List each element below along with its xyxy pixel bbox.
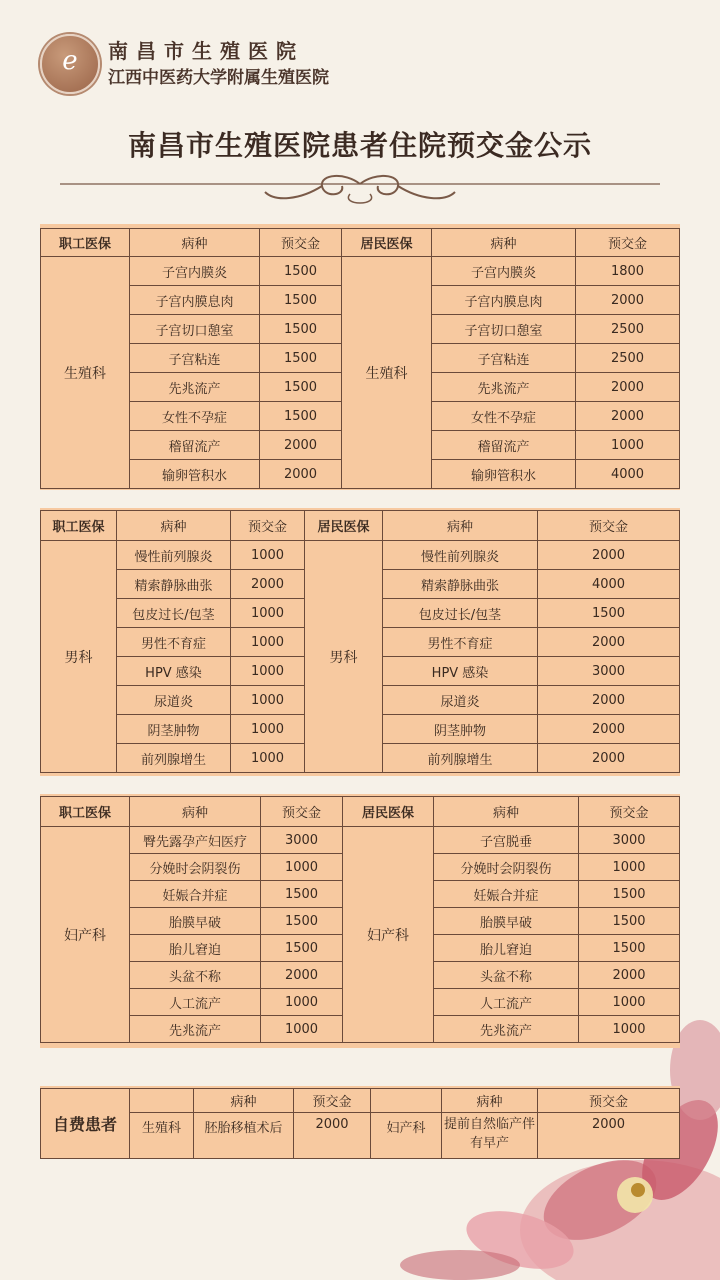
disease-cell: 女性不孕症: [130, 402, 260, 431]
dept-cell: 生殖科: [342, 257, 432, 489]
page-title: 南昌市生殖医院患者住院预交金公示: [127, 129, 592, 162]
header-blank: [371, 1089, 442, 1113]
disease-cell: 头盆不称: [130, 962, 261, 989]
hospital-subtitle: 江西中医药大学附属生殖医院: [108, 68, 329, 88]
disease-cell: 先兆流产: [130, 373, 260, 402]
amount-cell: 2000: [538, 628, 680, 657]
header-deposit: 预交金: [261, 797, 343, 827]
disease-cell: 子宫内膜炎: [130, 257, 260, 286]
header-disease: 病种: [194, 1089, 294, 1113]
amount-cell: 1000: [261, 854, 343, 881]
amount-cell: 2000: [294, 1113, 371, 1159]
amount-cell: 2000: [576, 373, 680, 402]
disease-cell: 子宫内膜炎: [432, 257, 576, 286]
disease-cell: 男性不育症: [117, 628, 231, 657]
disease-cell: 子宫切口憩室: [130, 315, 260, 344]
disease-cell: 女性不孕症: [432, 402, 576, 431]
dept-cell: 男科: [41, 541, 117, 773]
dept-cell: 生殖科: [41, 257, 130, 489]
disease-cell: 先兆流产: [130, 1016, 261, 1043]
hospital-logo: e: [40, 34, 100, 94]
amount-cell: 1000: [231, 715, 305, 744]
amount-cell: 1500: [261, 881, 343, 908]
amount-cell: 1500: [260, 402, 342, 431]
header-disease: 病种: [383, 511, 538, 541]
table-reproductive: [40, 228, 680, 489]
disease-cell: 子宫内膜息肉: [130, 286, 260, 315]
amount-cell: 1000: [261, 1016, 343, 1043]
disease-cell: 子宫内膜息肉: [432, 286, 576, 315]
disease-cell: 子宫切口憩室: [432, 315, 576, 344]
disease-cell: 慢性前列腺炎: [117, 541, 231, 570]
header-disease: 病种: [117, 511, 231, 541]
amount-cell: 2000: [576, 286, 680, 315]
header-disease: 病种: [442, 1089, 538, 1113]
disease-cell: 输卵管积水: [130, 460, 260, 489]
amount-cell: 4000: [576, 460, 680, 489]
header-deposit: 预交金: [579, 797, 680, 827]
amount-cell: 2000: [538, 686, 680, 715]
amount-cell: 2000: [576, 402, 680, 431]
header-resident-insurance: 居民医保: [343, 797, 434, 827]
disease-cell: 稽留流产: [432, 431, 576, 460]
amount-cell: 1500: [261, 935, 343, 962]
amount-cell: 1500: [260, 286, 342, 315]
disease-cell: 包皮过长/包茎: [383, 599, 538, 628]
header-resident-insurance: 居民医保: [305, 511, 383, 541]
amount-cell: 1000: [579, 1016, 680, 1043]
amount-cell: 4000: [538, 570, 680, 599]
amount-cell: 1000: [231, 599, 305, 628]
amount-cell: 2000: [231, 570, 305, 599]
dept-cell: 妇产科: [343, 827, 434, 1043]
amount-cell: 2000: [538, 744, 680, 773]
disease-cell: 妊娠合并症: [434, 881, 579, 908]
self-pay-label: 自费患者: [41, 1089, 130, 1159]
header-deposit: 预交金: [260, 229, 342, 257]
header-deposit: 预交金: [576, 229, 680, 257]
amount-cell: 1000: [579, 989, 680, 1016]
disease-cell: 包皮过长/包茎: [117, 599, 231, 628]
disease-cell: 先兆流产: [434, 1016, 579, 1043]
dept-cell: 生殖科: [130, 1113, 194, 1159]
disease-cell: 精索静脉曲张: [383, 570, 538, 599]
hospital-name: 南昌市生殖医院: [108, 39, 304, 63]
disease-cell: 尿道炎: [383, 686, 538, 715]
header-deposit: 预交金: [294, 1089, 371, 1113]
amount-cell: 2500: [576, 315, 680, 344]
header-disease: 病种: [434, 797, 579, 827]
amount-cell: 1500: [538, 599, 680, 628]
header-disease: 病种: [130, 797, 261, 827]
header-deposit: 预交金: [231, 511, 305, 541]
disease-cell: 分娩时会阴裂伤: [130, 854, 261, 881]
amount-cell: 2000: [579, 962, 680, 989]
amount-cell: 1000: [231, 657, 305, 686]
disease-cell: 子宫粘连: [432, 344, 576, 373]
disease-cell: 前列腺增生: [117, 744, 231, 773]
table-obstetrics: [40, 796, 680, 1043]
amount-cell: 1500: [579, 908, 680, 935]
disease-cell: 分娩时会阴裂伤: [434, 854, 579, 881]
disease-cell: 人工流产: [130, 989, 261, 1016]
dept-cell: 男科: [305, 541, 383, 773]
dept-cell: 妇产科: [371, 1113, 442, 1159]
header-disease: 病种: [130, 229, 260, 257]
disease-cell: HPV 感染: [383, 657, 538, 686]
disease-cell: 前列腺增生: [383, 744, 538, 773]
disease-cell: 臀先露孕产妇医疗: [130, 827, 261, 854]
amount-cell: 1500: [579, 935, 680, 962]
amount-cell: 1800: [576, 257, 680, 286]
header-deposit: 预交金: [538, 511, 680, 541]
amount-cell: 2000: [260, 460, 342, 489]
disease-cell: 提前自然临产伴有早产: [442, 1113, 538, 1159]
disease-cell: 慢性前列腺炎: [383, 541, 538, 570]
amount-cell: 3000: [579, 827, 680, 854]
amount-cell: 1500: [260, 315, 342, 344]
disease-cell: 阴茎肿物: [117, 715, 231, 744]
amount-cell: 1000: [231, 541, 305, 570]
amount-cell: 2500: [576, 344, 680, 373]
amount-cell: 1500: [260, 344, 342, 373]
disease-cell: 胎儿窘迫: [130, 935, 261, 962]
disease-cell: 精索静脉曲张: [117, 570, 231, 599]
ornament-divider: [60, 172, 660, 212]
amount-cell: 1500: [260, 257, 342, 286]
header-employee-insurance: 职工医保: [41, 511, 117, 541]
header-resident-insurance: 居民医保: [342, 229, 432, 257]
header-deposit: 预交金: [538, 1089, 680, 1113]
amount-cell: 1000: [579, 854, 680, 881]
disease-cell: 子宫粘连: [130, 344, 260, 373]
disease-cell: 胎膜早破: [130, 908, 261, 935]
disease-cell: 妊娠合并症: [130, 881, 261, 908]
amount-cell: 3000: [261, 827, 343, 854]
amount-cell: 2000: [260, 431, 342, 460]
disease-cell: HPV 感染: [117, 657, 231, 686]
disease-cell: 胎儿窘迫: [434, 935, 579, 962]
disease-cell: 头盆不称: [434, 962, 579, 989]
header-employee-insurance: 职工医保: [41, 229, 130, 257]
header-employee-insurance: 职工医保: [41, 797, 130, 827]
dept-cell: 妇产科: [41, 827, 130, 1043]
disease-cell: 输卵管积水: [432, 460, 576, 489]
disease-cell: 稽留流产: [130, 431, 260, 460]
table-self-pay: [40, 1088, 680, 1159]
amount-cell: 3000: [538, 657, 680, 686]
amount-cell: 1500: [579, 881, 680, 908]
header-blank: [130, 1089, 194, 1113]
disease-cell: 尿道炎: [117, 686, 231, 715]
disease-cell: 子宫脱垂: [434, 827, 579, 854]
disease-cell: 先兆流产: [432, 373, 576, 402]
amount-cell: 1000: [231, 628, 305, 657]
disease-cell: 胚胎移植术后: [194, 1113, 294, 1159]
amount-cell: 2000: [538, 1113, 680, 1159]
header-disease: 病种: [432, 229, 576, 257]
amount-cell: 2000: [538, 715, 680, 744]
amount-cell: 1000: [576, 431, 680, 460]
table-andrology: [40, 510, 680, 773]
amount-cell: 2000: [538, 541, 680, 570]
disease-cell: 胎膜早破: [434, 908, 579, 935]
amount-cell: 1000: [231, 686, 305, 715]
disease-cell: 男性不育症: [383, 628, 538, 657]
disease-cell: 人工流产: [434, 989, 579, 1016]
amount-cell: 1500: [260, 373, 342, 402]
amount-cell: 1000: [261, 989, 343, 1016]
amount-cell: 1000: [231, 744, 305, 773]
disease-cell: 阴茎肿物: [383, 715, 538, 744]
amount-cell: 2000: [261, 962, 343, 989]
amount-cell: 1500: [261, 908, 343, 935]
